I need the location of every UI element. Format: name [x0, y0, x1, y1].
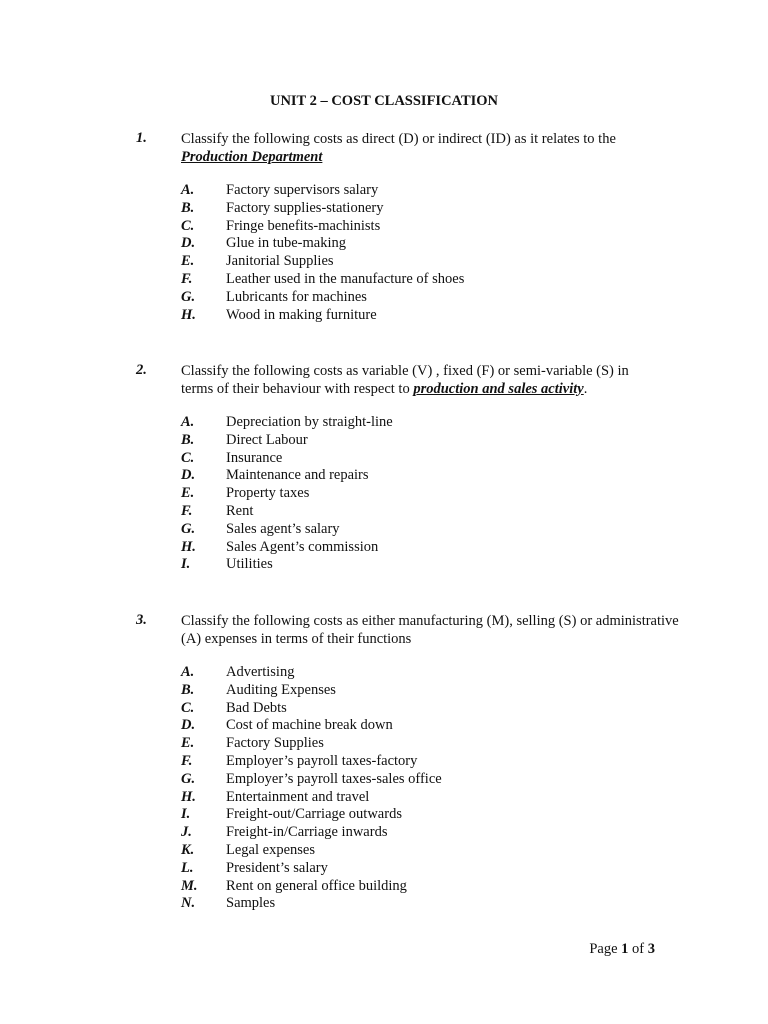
item-letter: M. [181, 877, 198, 894]
item-text: Entertainment and travel [226, 788, 370, 805]
item-text: Freight-in/Carriage inwards [226, 824, 388, 841]
item-letter: N. [181, 895, 196, 912]
item-letter: F. [181, 502, 193, 519]
item-letter: C. [181, 699, 195, 716]
page-label: Page [589, 941, 622, 957]
item-text: Bad Debts [226, 699, 287, 716]
item-letter: G. [181, 288, 196, 305]
item-letter: F. [181, 752, 193, 769]
item-text: Fringe benefits-machinists [226, 217, 381, 234]
item-letter: B. [181, 431, 195, 448]
item-letter: I. [181, 556, 191, 573]
item-text: Factory supplies-stationery [226, 199, 384, 216]
item-text: Factory Supplies [226, 735, 324, 752]
item-text: Rent on general office building [226, 877, 407, 894]
item-text: Employer’s payroll taxes-sales office [226, 770, 442, 787]
item-letter: G. [181, 520, 196, 537]
item-text: Utilities [226, 556, 273, 573]
item-letter: E. [181, 253, 195, 270]
item-letter: C. [181, 449, 195, 466]
item-text: Auditing Expenses [226, 681, 336, 698]
item-letter: H. [181, 306, 196, 323]
item-text: Glue in tube-making [226, 235, 347, 252]
item-letter: A. [181, 414, 195, 430]
item-letter: L. [181, 859, 194, 876]
question-emphasis: production and sales activity [413, 381, 584, 397]
question-text [181, 612, 711, 648]
page-number-footer [589, 941, 655, 958]
question-text-after: . [583, 381, 588, 397]
item-text: Legal expenses [226, 841, 315, 858]
item-letter: H. [181, 538, 196, 555]
item-text: Sales Agent’s commission [226, 538, 379, 555]
question-number: 1. [136, 130, 147, 146]
total-pages: 3 [647, 941, 655, 957]
question-text-line2 [181, 630, 711, 648]
item-text: Cost of machine break down [226, 717, 393, 734]
question-text-before: terms of their behaviour with respect to [181, 381, 414, 397]
item-text: Janitorial Supplies [226, 253, 334, 270]
item-text: Lubricants for machines [226, 288, 367, 305]
item-text: Advertising [226, 664, 295, 680]
item-text: Employer’s payroll taxes-factory [226, 752, 418, 769]
item-letter: J. [181, 824, 192, 841]
question-text-line1: Classify the following costs as variable (V) , fixed (F) or semi-variable (S) in [181, 363, 629, 379]
item-text: Insurance [226, 449, 283, 466]
question-text [181, 362, 711, 398]
item-text: Depreciation by straight-line [226, 414, 393, 430]
item-letter: H. [181, 788, 196, 805]
item-text: President’s salary [226, 859, 328, 876]
page-title: UNIT 2 – COST CLASSIFICATION [269, 93, 499, 109]
item-letter: E. [181, 735, 195, 752]
question-text-line2 [181, 148, 711, 166]
item-letter: I. [181, 806, 191, 823]
item-text: Direct Labour [226, 431, 308, 448]
item-text: Leather used in the manufacture of shoes [226, 270, 465, 287]
question-text-line2 [181, 380, 711, 398]
item-letter: A. [181, 664, 195, 680]
item-text: Rent [226, 502, 254, 519]
item-letter: B. [181, 199, 195, 216]
item-text: Factory supervisors salary [226, 182, 379, 198]
question-text-before: (A) expenses in terms of their functions [181, 631, 412, 647]
of-label: of [628, 941, 648, 957]
item-letter: D. [181, 467, 196, 484]
item-text: Sales agent’s salary [226, 520, 340, 537]
current-page: 1 [621, 941, 629, 957]
item-text: Freight-out/Carriage outwards [226, 806, 402, 823]
item-letter: D. [181, 717, 196, 734]
item-text: Maintenance and repairs [226, 467, 369, 484]
item-letter: C. [181, 217, 195, 234]
question-number: 3. [136, 612, 147, 628]
item-letter: E. [181, 485, 195, 502]
item-letter: F. [181, 270, 193, 287]
question-text [181, 130, 711, 166]
question-number: 2. [136, 362, 147, 378]
question-text-line1: Classify the following costs as either manufacturing (M), selling (S) or administrative [181, 613, 679, 629]
item-letter: B. [181, 681, 195, 698]
question-emphasis: Production Department [181, 149, 323, 165]
question-text-line1: Classify the following costs as direct (D) or indirect (ID) as it relates to the [181, 131, 616, 147]
item-letter: D. [181, 235, 196, 252]
item-letter: A. [181, 182, 195, 198]
item-text: Wood in making furniture [226, 306, 377, 323]
item-letter: K. [181, 841, 195, 858]
item-text: Samples [226, 895, 276, 912]
item-text: Property taxes [226, 485, 310, 502]
item-letter: G. [181, 770, 196, 787]
